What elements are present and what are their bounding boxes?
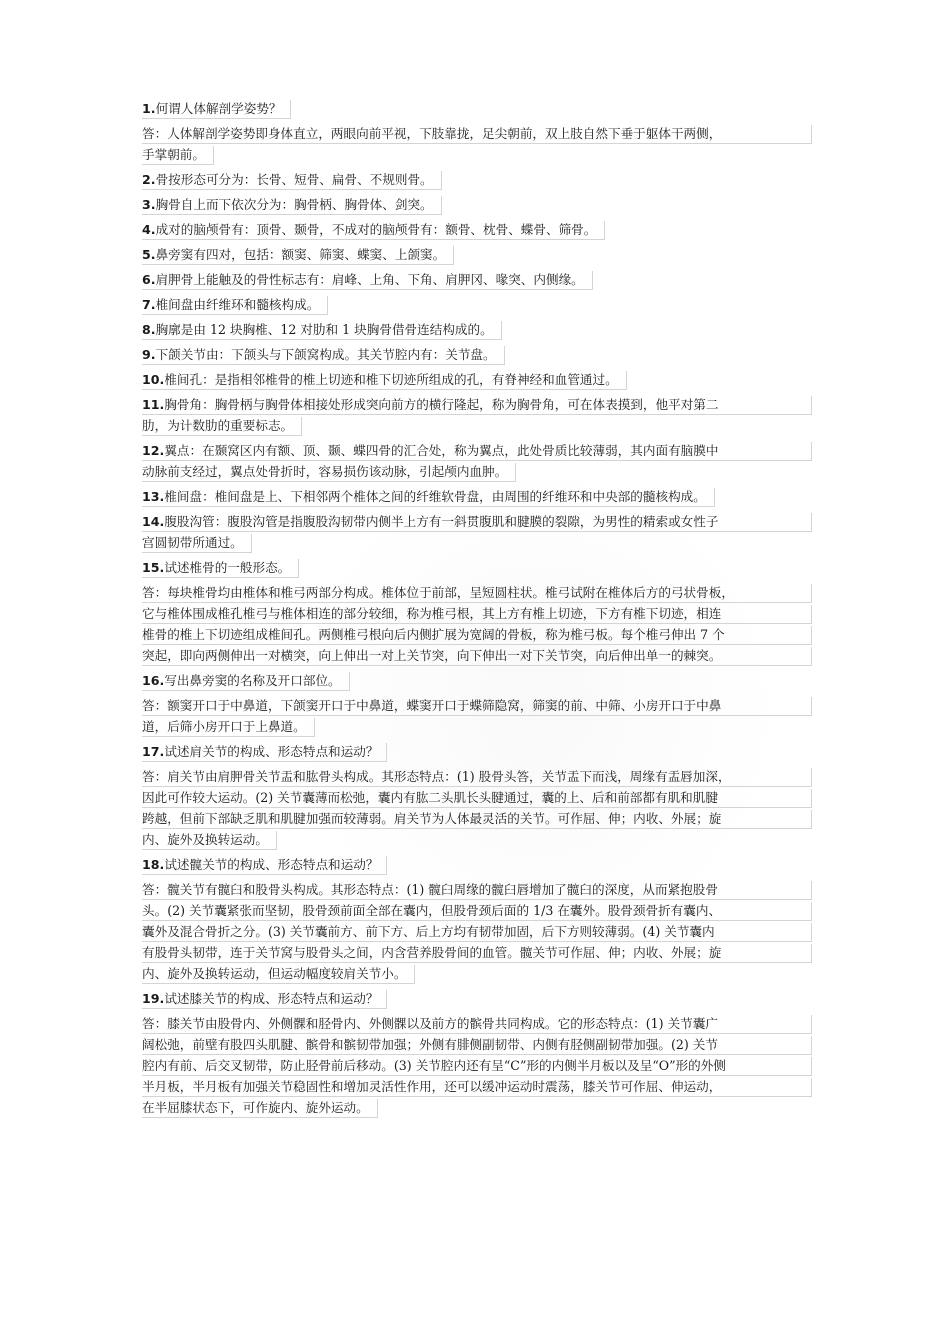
text-line: 3.胸骨自上而下依次分为：胸骨柄、胸骨体、剑突。 xyxy=(142,196,442,215)
text-line: 宫圆韧带所通过。 xyxy=(142,534,252,553)
text-line: 在半屈膝状态下，可作旋内、旋外运动。 xyxy=(142,1099,378,1118)
text-line: 13.椎间盘：椎间盘是上、下相邻两个椎体之间的纤维软骨盘，由周围的纤维环和中央部的髓核构成。 xyxy=(142,488,715,507)
text-line: 腔内有前、后交叉韧带，防止胫骨前后移动。(3) 关节腔内还有呈“C”形的内侧半月板以及呈“O”形的外侧 xyxy=(142,1057,812,1076)
text-line: 答：额窦开口于中鼻道，下颌窦开口于中鼻道，蝶窦开口于蝶筛隐窝，筛窦的前、中筛、小房开口于中鼻 xyxy=(142,697,812,716)
text-line: 6.肩胛骨上能触及的骨性标志有：肩峰、上角、下角、肩胛冈、喙突、内侧缘。 xyxy=(142,271,593,290)
text-line: 椎骨的椎上下切迹组成椎间孔。两侧椎弓根向后内侧扩展为宽阔的骨板，称为椎弓板。每个椎弓伸出 7 个 xyxy=(142,626,812,645)
text-line: 内、旋外及换转运动，但运动幅度较肩关节小。 xyxy=(142,965,415,984)
text-line: 16.写出鼻旁窦的名称及开口部位。 xyxy=(142,672,350,691)
text-line: 5.鼻旁窦有四对，包括：额窦、筛窦、蝶窦、上颌窦。 xyxy=(142,246,454,265)
text-line: 内、旋外及换转运动。 xyxy=(142,831,277,850)
text-line: 答：肩关节由肩胛骨关节盂和肱骨头构成。其形态特点：(1) 股骨头答，关节盂下而浅，周缘有盂唇加深， xyxy=(142,768,812,787)
text-line: 12.翼点：在颞窝区内有额、顶、颞、蝶四骨的汇合处，称为翼点，此处骨质比较薄弱，其内面有脑膜中 xyxy=(142,442,812,461)
text-line: 肋，为计数肋的重要标志。 xyxy=(142,417,302,436)
text-line: 14.腹股沟管：腹股沟管是指腹股沟韧带内侧半上方有一斜贯腹肌和腱膜的裂隙，为男性的精索或女性子 xyxy=(142,513,812,532)
text-line: 4.成对的脑颅骨有：顶骨、颞骨，不成对的脑颅骨有：额骨、枕骨、蝶骨、筛骨。 xyxy=(142,221,605,240)
text-line: 答：人体解剖学姿势即身体直立，两眼向前平视，下肢靠拢，足尖朝前，双上肢自然下垂于躯体干两侧， xyxy=(142,125,812,144)
text-line: 1.何谓人体解剖学姿势？ xyxy=(142,100,291,119)
text-line: 跨越，但前下部缺乏肌和肌腱加强而较薄弱。肩关节为人体最灵活的关节。可作屈、伸；内收、外展；旋 xyxy=(142,810,812,829)
text-line: 半月板，半月板有加强关节稳固性和增加灵活性作用，还可以缓冲运动时震荡，膝关节可作屈、伸运动， xyxy=(142,1078,812,1097)
text-line: 7.椎间盘由纤维环和髓核构成。 xyxy=(142,296,328,315)
text-line: 头。(2) 关节囊紧张而坚韧，股骨颈前面全部在囊内，但股骨颈后面的 1/3 在囊外。股骨颈骨折有囊内、 xyxy=(142,902,812,921)
text-line: 突起，即向两侧伸出一对横突，向上伸出一对上关节突，向下伸出一对下关节突，向后伸出单一的棘突。 xyxy=(142,647,812,666)
text-line: 因此可作较大运动。(2) 关节囊薄而松弛，囊内有肱二头肌长头腱通过，囊的上、后和前部都有肌和肌腱 xyxy=(142,789,812,808)
text-line: 答：髋关节有髋臼和股骨头构成。其形态特点：(1) 髋臼周缘的髋臼唇增加了髋臼的深度，从而紧抱股骨 xyxy=(142,881,812,900)
text-line: 阔松弛，前壁有股四头肌腱、髌骨和髌韧带加强；外侧有腓侧副韧带、内侧有胫侧副韧带加强。(2) 关节 xyxy=(142,1036,812,1055)
document-body xyxy=(142,100,812,1124)
text-line: 9.下颌关节由：下颌头与下颌窝构成。其关节腔内有：关节盘。 xyxy=(142,346,505,365)
text-line: 动脉前支经过，翼点处骨折时，容易损伤该动脉，引起颅内血肿。 xyxy=(142,463,516,482)
text-line: 19.试述膝关节的构成、形态特点和运动？ xyxy=(142,990,387,1009)
text-line: 8.胸廓是由 12 块胸椎、12 对肋和 1 块胸骨借骨连结构成的。 xyxy=(142,321,502,340)
text-line: 18.试述髋关节的构成、形态特点和运动？ xyxy=(142,856,387,875)
text-line: 囊外及混合骨折之分。(3) 关节囊前方、前下方、后上方均有韧带加固，后下方则较薄弱。(4) 关节囊内 xyxy=(142,923,812,942)
text-line: 11.胸骨角：胸骨柄与胸骨体相接处形成突向前方的横行隆起，称为胸骨角，可在体表摸到，他平对第二 xyxy=(142,396,812,415)
text-line: 2.骨按形态可分为：长骨、短骨、扁骨、不规则骨。 xyxy=(142,171,442,190)
text-line: 答：膝关节由股骨内、外侧髁和胫骨内、外侧髁以及前方的髌骨共同构成。它的形态特点：(1) 关节囊广 xyxy=(142,1015,812,1034)
text-line: 它与椎体围成椎孔椎弓与椎体相连的部分较细，称为椎弓根，其上方有椎上切迹，下方有椎下切迹，相连 xyxy=(142,605,812,624)
text-line: 10.椎间孔：是指相邻椎骨的椎上切迹和椎下切迹所组成的孔，有脊神经和血管通过。 xyxy=(142,371,627,390)
text-line: 答：每块椎骨均由椎体和椎弓两部分构成。椎体位于前部，呈短圆柱状。椎弓试附在椎体后方的弓状骨板， xyxy=(142,584,812,603)
text-line: 17.试述肩关节的构成、形态特点和运动？ xyxy=(142,743,387,762)
text-line: 手掌朝前。 xyxy=(142,146,214,165)
text-line: 道，后筛小房开口于上鼻道。 xyxy=(142,718,315,737)
text-line: 15.试述椎骨的一般形态。 xyxy=(142,559,299,578)
text-line: 有股骨头韧带，连于关节窝与股骨头之间，内含营养股骨间的血管。髋关节可作屈、伸；内收、外展；旋 xyxy=(142,944,812,963)
